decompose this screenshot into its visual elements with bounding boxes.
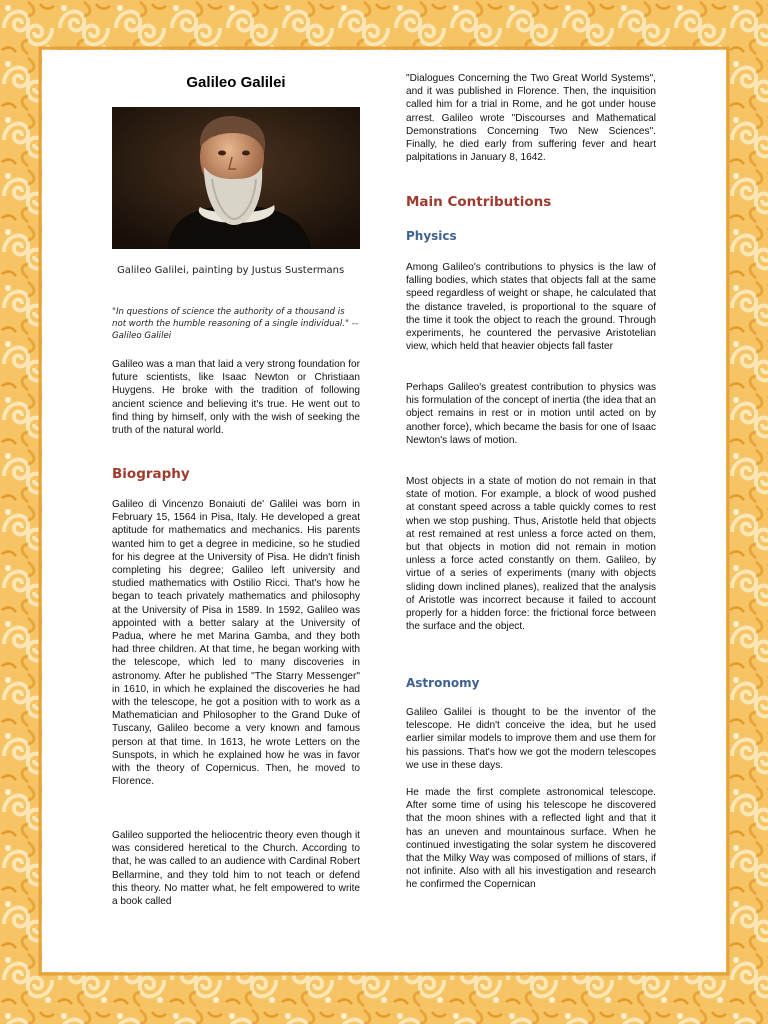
astronomy-heading: Astronomy: [406, 676, 480, 690]
document-title: Galileo Galilei: [186, 74, 286, 91]
physics-paragraph-3: Most objects in a state of motion do not remain in that state of motion. For example, a block of wood pushed at constant speed across a table quickly comes to rest when we stop pushing. Thus, Aristotle held that objects at rest remained at rest unless a force acted on them, but that objects in motion did not remain in motion unless a force acted constantly on them. Galileo, by virtue of a series of experiments (many with objects sliding down inclined planes), realized that the analysis of Aristotle was incorrect because it failed to account properly for a hidden force: the frictional force between the surface and the object.: [406, 476, 656, 633]
document-page: [42, 50, 726, 972]
physics-paragraph-1: Among Galileo's contributions to physics is the law of falling bodies, which states that objects fall at the same speed regardless of weight or shape, he calculated that the distance traveled, is proportional to the square of the time it took the object to reach the ground. Through experiments, he countered the pervasive Aristotelian view, which held that heavier objects fall faster: [406, 262, 656, 353]
biography-continuation: "Dialogues Concerning the Two Great World Systems", and it was published in Florence. Then, the inquisition called him for a trial in Rome, and he got under house arrest. Galileo wrote "Discourses and Mathematical Demonstrations Concerning Two New Sciences". Finally, he died early from suffering fever and heart palpitations in January 8, 1642.: [406, 73, 656, 164]
astronomy-paragraph-2: He made the first complete astronomical telescope. After some time of using his telescope he discovered that the moon shines with a reflected light and that it has an uneven and mountainous surface. When he continued investigating the solar system he discovered that the Milky Way was composed of millions of stars, if not infinite. Also with all his investigation and research he confirmed the Copernican: [406, 787, 656, 891]
portrait-caption: Galileo Galilei, painting by Justus Sustermans: [117, 265, 345, 276]
main-contributions-heading: Main Contributions: [406, 194, 552, 210]
portrait-image: [112, 107, 360, 249]
intro-paragraph: Galileo was a man that laid a very strong foundation for future scientists, like Isaac Newton or Christiaan Huygens. He broke with the tradition of following ancient science and believing it's true. He went out to find thing by himself, only with the wish of seeking the truth of the natural world.: [112, 359, 360, 437]
biography-heading: Biography: [112, 466, 190, 482]
biography-paragraph-1: Galileo di Vincenzo Bonaiuti de' Galilei was born in February 15, 1564 in Pisa, Italy. He developed a great aptitude for mathematics and mechanics. His parents wanted him to get a degree in medicine, so he studied for his degree at the University of Pisa. He didn't finish completing his degree; Galileo left university and studied mathematics with Ostilio Ricci. That's how he began to teach privately mathematics and philosophy at the University of Pisa in 1589. In 1592, Galileo was appointed with a better salary at the University of Padua, where he met Marina Gamba, and they both had three children. At that time, he began working with the telescope, which led to many discoveries in astronomy. After he published "The Starry Messenger" in 1610, in which he explained the discoveries he had with the telescope, he got a position with to work as a Mathematician and Philosopher to the Grand Duke of Tuscany, Galileo become a very known and famous person at that time. In 1613, he wrote Letters on the Sunspots, in which he explained how he was in favor with the theory of Copernicus. Then, he moved to Florence.: [112, 499, 360, 788]
quote: "In questions of science the authority of a thousand is not worth the humble reasoning of a single individual." --Galileo Galilei: [112, 307, 358, 341]
physics-heading: Physics: [406, 229, 457, 243]
biography-paragraph-2: Galileo supported the heliocentric theory even though it was considered heretical to the Church. According to that, he was called to an audience with Cardinal Robert Bellarmine, and they told him to not teach or defend this theory. No matter what, he felt empowered to write a book called: [112, 830, 360, 908]
physics-paragraph-2: Perhaps Galileo's greatest contribution to physics was his formulation of the concept of inertia (the idea that an object remains in rest or in motion until acted on by another force), which became the basis for one of Isaac Newton's laws of motion.: [406, 382, 656, 446]
astronomy-paragraph-1: Galileo Galilei is thought to be the inventor of the telescope. He didn't conceive the idea, but he used earlier similar models to improve them and use them for his passions. That's how we got the modern telescopes we use in these days.: [406, 707, 656, 771]
